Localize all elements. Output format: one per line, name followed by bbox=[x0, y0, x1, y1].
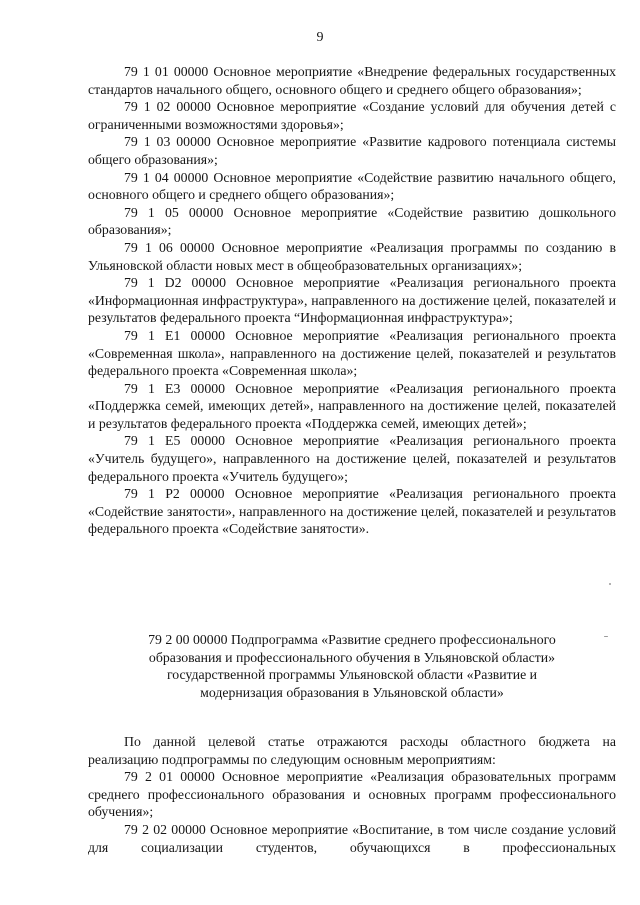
list-item: 79 1 E3 00000 Основное мероприятие «Реализация регионального проекта «Поддержка семей, имеющих детей», направленного на достижение целей, показателей и результатов федерального проекта «Поддержка семей, имеющих детей»; bbox=[88, 380, 616, 431]
list-item: 79 1 D2 00000 Основное мероприятие «Реализация регионального проекта «Информационная инфраструктура», направленного на достижение целей, показателей и результатов федерального проекта “Информационная инфраструктура»; bbox=[88, 275, 616, 326]
list-item: 79 1 P2 00000 Основное мероприятие «Реализация регионального проекта «Содействие занятости», направленного на достижение целей, показателей и результатов федерального проекта «Содействие занятости». bbox=[88, 486, 616, 537]
list-item: 79 1 E1 00000 Основное мероприятие «Реализация регионального проекта «Современная школа», направленного на достижение целей, показателей и результатов федерального проекта «Современная школа»; bbox=[88, 327, 616, 379]
scan-speck bbox=[609, 583, 611, 585]
list-item: 79 1 04 00000 Основное мероприятие «Содействие развитию начального общего, основного общего и среднего общего образования»; bbox=[88, 169, 616, 203]
page-number: 9 bbox=[316, 30, 324, 45]
list-item: 79 1 05 00000 Основное мероприятие «Содействие развитию дошкольного образования»; bbox=[88, 204, 616, 238]
heading-line: модернизация образования в Ульяновской области» bbox=[200, 685, 504, 701]
main-activities-list bbox=[88, 63, 616, 538]
list-item: 79 1 06 00000 Основное мероприятие «Реализация программы по созданию в Ульяновской области новых мест в общеобразовательных организациях»; bbox=[88, 239, 616, 273]
scan-speck bbox=[604, 636, 608, 637]
list-item: 79 2 02 00000 Основное мероприятие «Воспитание, в том числе создание условий для социализации студентов, обучающихся в профессиональных bbox=[88, 821, 616, 855]
list-item: 79 1 02 00000 Основное мероприятие «Создание условий для обучения детей с ограниченными возможностями здоровья»; bbox=[88, 99, 616, 132]
list-item: 79 1 01 00000 Основное мероприятие «Внедрение федеральных государственных стандартов начального общего, основного общего и среднего общего образования»; bbox=[88, 64, 616, 97]
intro-paragraph: По данной целевой статье отражаются расходы областного бюджета на реализацию подпрограммы по следующим основным мероприятиям: bbox=[88, 734, 616, 767]
heading-line: образования и профессионального обучения в Ульяновской области» bbox=[148, 649, 556, 665]
heading-line: государственной программы Ульяновской области «Развитие и bbox=[166, 667, 538, 683]
list-item: 79 1 03 00000 Основное мероприятие «Развитие кадрового потенциала системы общего образования»; bbox=[88, 134, 616, 167]
subprogram-body bbox=[88, 733, 616, 856]
subprogram-heading bbox=[88, 631, 616, 702]
list-item: 79 1 E5 00000 Основное мероприятие «Реализация регионального проекта «Учитель будущего», направленного на достижение целей, показателей и результатов федерального проекта «Учитель будущего»; bbox=[88, 433, 616, 484]
heading-line: 79 2 00 00000 Подпрограмма «Развитие среднего профессионального bbox=[148, 632, 556, 647]
list-item: 79 2 01 00000 Основное мероприятие «Реализация образовательных программ среднего профессионального образования и основных программ профессионального обучения»; bbox=[88, 769, 616, 820]
